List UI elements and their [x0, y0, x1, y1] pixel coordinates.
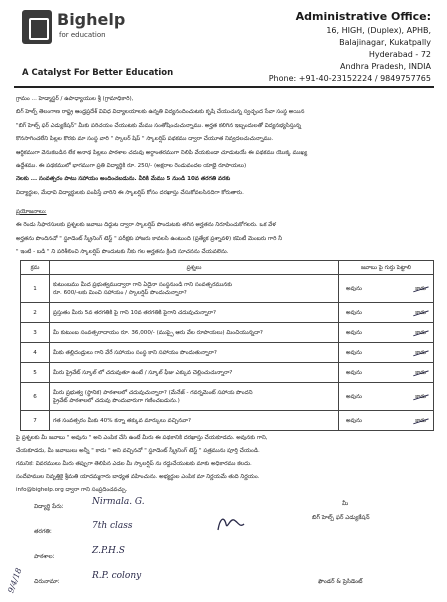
no-option[interactable]: కాదు	[415, 329, 426, 336]
section-line: అర్హతను పొందినచో " స్టూడెంట్ స్క్రీనింగ్ టెస్ట్ " పరీక్షకు హాజరు కావలసి ఉంటుంది (ప్రత్యేక ప్రశ్నావళి) కమిటీ మెంబరు గారి నీ	[16, 235, 283, 242]
checkmark-icon	[411, 412, 428, 424]
note-line: చేయకూడదు, మీ జవాబులు అన్నీ " కాదు " అని వచ్చినచో " స్టూడెంట్ స్క్రీనింగ్ టెస్ట్ " పత్రమును పూర్తి చేయండి.	[16, 448, 260, 454]
brand-name: Bighelp	[57, 10, 126, 29]
name-value[interactable]: Nirmala. G.	[92, 497, 145, 507]
answer-cell	[339, 411, 434, 431]
column-header-number: క్రమ	[21, 261, 50, 275]
question-cell	[50, 411, 339, 431]
office-line: Hyderabad - 72	[368, 50, 431, 59]
checkmark-icon	[411, 388, 428, 400]
address-label: చిరునామా:	[34, 579, 60, 585]
yes-option[interactable]: అవును	[346, 329, 362, 336]
column-header-answer: జవాబు పై గుర్తు పెట్టాలి	[339, 261, 434, 275]
instructions-note	[16, 432, 431, 497]
answer-cell	[339, 343, 434, 363]
table-row	[21, 303, 434, 323]
answer-cell	[339, 303, 434, 323]
table-row	[21, 323, 434, 343]
answer-cell	[339, 275, 434, 303]
row-number: 3	[21, 323, 50, 343]
column-header-question: ప్రశ్నలు	[50, 261, 339, 275]
table-row	[21, 411, 434, 431]
school-label: పాఠశాల:	[34, 554, 55, 560]
section-line: ఈ రెండు సిఫారసులకు ప్రశ్నలకు జవాబు దిద్దుట ద్వారా స్కాలర్షిప్ పొందుటకు తగిన అర్హతను నిరూపించుకోగలరు. ఒక వేళ	[16, 222, 276, 229]
bighelp-logo-icon	[22, 10, 52, 44]
tagline: A Catalyst For Better Education	[22, 68, 174, 78]
yes-option[interactable]: అవును	[346, 393, 362, 400]
checkmark-icon	[411, 280, 428, 292]
question-text: మీరు ప్రైవేట్ స్కూల్ లో చదువుతూ ఉంటే / స్కూల్ ఫీజు ఎక్కువ చెల్లించుచున్నారా?	[53, 369, 233, 376]
yours-label: మీ	[342, 501, 349, 507]
row-number: 4	[21, 343, 50, 363]
intro-line: "బిగ్ హెల్ప్ ఫర్ ఎడ్యుకేషన్" మీకు పరిచయం చేయుటకు మేము సంతోషించుచున్నాము. అర్హత కలిగిన ఇబ్బందులతో విద్యనభ్యసిస్తున్న	[16, 122, 302, 129]
answer-cell	[339, 363, 434, 383]
intro-line: నెలకు ... సంవత్సరం పాటు సహాయం అందించబడును. వీరికి మేము 5 నుండి 10వ తరగతి వరకు	[16, 176, 231, 183]
question-text: కుటుంబము మీద ప్రభుత్వముద్వారా గాని ఏదైనా సంస్థనుండి గాని సంవత్సరమునకు	[53, 281, 233, 288]
handwritten-date: 9/4/18	[6, 566, 24, 595]
answer-cell	[339, 383, 434, 411]
checkmark-icon	[411, 324, 428, 336]
yes-option[interactable]: అవును	[346, 349, 362, 356]
table-row	[21, 275, 434, 303]
office-line: Andhra Pradesh, INDIA	[340, 62, 431, 71]
note-line: info@bighelp.org ద్వారా గాని సంప్రదించవచ్చు.	[16, 487, 128, 493]
intro-line: ఉద్దేశము. ఈ పథకములో భాగముగా ప్రతి విద్యార్థికి రూ. 250/- (అక్షరాల రెండువందల యాభై రూపాయలు)	[16, 163, 247, 170]
brand-subtitle: for education	[59, 31, 106, 39]
question-text: గత సంవత్సరం మీకు 40% కన్నా తక్కువ మార్కులు వచ్చినవా?	[53, 417, 191, 424]
name-label: విద్యార్థి పేరు:	[34, 504, 64, 510]
founder-label: ఫౌండర్ & ప్రెసిడెంట్	[318, 579, 363, 585]
intro-paragraph	[16, 93, 431, 200]
section-title: ప్రయోజనాలు:	[16, 209, 47, 215]
header-divider	[14, 86, 434, 88]
note-line: సందేహముల నివృత్తికై శ్రీమతి యాదమ్మగారు బాధ్యత వహించును. అభ్యర్థుల ఎంపిక మా నిర్ణయమే తుది నిర్ణయం.	[16, 474, 260, 480]
yes-option[interactable]: అవును	[346, 285, 362, 292]
intro-line: బిగ్ హెల్ప్ తెలంగాణ రాష్ట్ర ఆంధ్రప్రదేశ్ వివిధ విద్యాలయాలకు ఉన్నతి విద్యనందించుటకు కృషి చేయుచున్న స్వచ్ఛంద సేవా సంస్థ అయిన	[16, 109, 305, 116]
benefits-section	[16, 206, 431, 260]
yes-option[interactable]: అవును	[346, 369, 362, 376]
table-row	[21, 363, 434, 383]
question-cell	[50, 275, 339, 303]
row-number: 1	[21, 275, 50, 303]
question-cell	[50, 363, 339, 383]
section-line: " ఇంటి - బడి " ని పరిశీలించి స్కాలర్షిప్ పొందుటకు నీకు గల అర్హతను క్రింది సూచనను చేయవలెను.	[16, 249, 229, 256]
no-option[interactable]: కాదు	[415, 285, 426, 292]
no-option[interactable]: కాదు	[415, 369, 426, 376]
intro-line: గ్రామం ... హెడ్మాస్టర్ / ఉపాధ్యాయుల శ్రీ (గ్రామాధికారి),	[16, 96, 134, 102]
office-address-block	[231, 10, 431, 85]
org-signature-label: బిగ్ హెల్ప్ ఫర్ ఎడ్యుకేషన్	[312, 515, 370, 521]
row-number: 7	[21, 411, 50, 431]
question-cell	[50, 323, 339, 343]
question-text: రూ. 600/-లకు మించి సహాయం / స్కాలర్షిప్ పొందుచున్నారా?	[53, 289, 187, 296]
question-cell	[50, 303, 339, 323]
office-phone: Phone: +91-40-23152224 / 9849757765	[268, 74, 431, 83]
no-option[interactable]: కాదు	[415, 349, 426, 356]
class-value[interactable]: 7th class	[92, 521, 133, 531]
yes-option[interactable]: అవును	[346, 417, 362, 424]
eligibility-questions-table	[20, 260, 434, 431]
office-line: Balajinagar, Kukatpally	[339, 38, 431, 47]
office-line: 16, HIGH, (Duplex), APHB,	[326, 26, 431, 35]
row-number: 5	[21, 363, 50, 383]
question-text: ప్రైవేట్ పాఠశాలలో చదువు పొందువారుగా గణించబడును.)	[53, 397, 180, 404]
question-text: మీ కుటుంబ సంవత్సరాదాయం రూ. 36,000/- (ముప్పై ఆరు వేల రూపాయలు) మించియున్నదా?	[53, 329, 263, 336]
no-option[interactable]: కాదు	[415, 417, 426, 424]
yes-option[interactable]: అవును	[346, 309, 362, 316]
question-cell	[50, 383, 339, 411]
checkmark-icon	[411, 304, 428, 316]
note-line: గమనిక: వివరములు మీరు తప్పుగా తెలిపిన ఎడల మీ స్కాలర్షిప్ ను రద్దుచేయుటకు మాకు అధికారము కలదు.	[16, 461, 252, 467]
student-signature-icon	[214, 512, 250, 536]
question-text: మీకు తల్లిదండ్రులు గాని వేరే సహాయం సంస్థ కాని సహాయం పొందుతున్నారా?	[53, 349, 217, 356]
no-option[interactable]: కాదు	[415, 309, 426, 316]
checkmark-icon	[411, 364, 428, 376]
intro-line: ఆర్థికముగా వెనుకబడిన లేక అనాథ పిల్లలు పాఠశాల చదువు అర్ధాంతరముగా నిలిపి వేయకుండా చూడుటయే ఈ పథకము యొక్క ముఖ్య	[16, 149, 308, 156]
question-text: మీరు ప్రభుత్వ (స్థానిక) పాఠశాలలో చదువుచున్నారా? (మేనేజ్ - గవర్నమెంట్ సహాయ పొందని	[53, 389, 253, 396]
table-row	[21, 343, 434, 363]
class-label: తరగతి:	[34, 529, 52, 535]
table-header-row	[21, 261, 434, 275]
row-number: 6	[21, 383, 50, 411]
intro-line: విద్యార్థుల, మేధావి విద్యార్థులకు పంపిస్తే వారిని ఈ స్కాలర్షిప్ కోసం దరఖాస్తు చేసుకోవలసినదిగా కోరుతారు.	[16, 189, 244, 196]
address-value[interactable]: R.P. colony	[92, 571, 142, 581]
no-option[interactable]: కాదు	[415, 393, 426, 400]
table-row	[21, 383, 434, 411]
row-number: 2	[21, 303, 50, 323]
question-cell	[50, 343, 339, 363]
checkmark-icon	[411, 344, 428, 356]
intro-line: కొనసాగించలేని పిల్లల కొరకు మా సంస్థ వారి " స్కాలర్ షిప్ " స్కాలర్షిప్ పథకము ద్వారా చేయూత నివ్వదలచుచున్నాము.	[16, 136, 274, 143]
note-line: పై ప్రశ్నలకు మీ జవాబు " అవును " అని ఎంపిక చేసి ఉంటే మీరు ఈ పథకానికి దరఖాస్తు చేయకూడదు. అవునకు గాని,	[16, 435, 268, 441]
question-text: ప్రస్తుతం మీరు 5వ తరగతికి పై గాని 10వ తరగతికి పైగాని చదువుచున్నారా?	[53, 309, 217, 316]
office-title: Administrative Office:	[295, 10, 431, 23]
school-value[interactable]: Z.P.H.S	[92, 546, 125, 556]
answer-cell	[339, 323, 434, 343]
